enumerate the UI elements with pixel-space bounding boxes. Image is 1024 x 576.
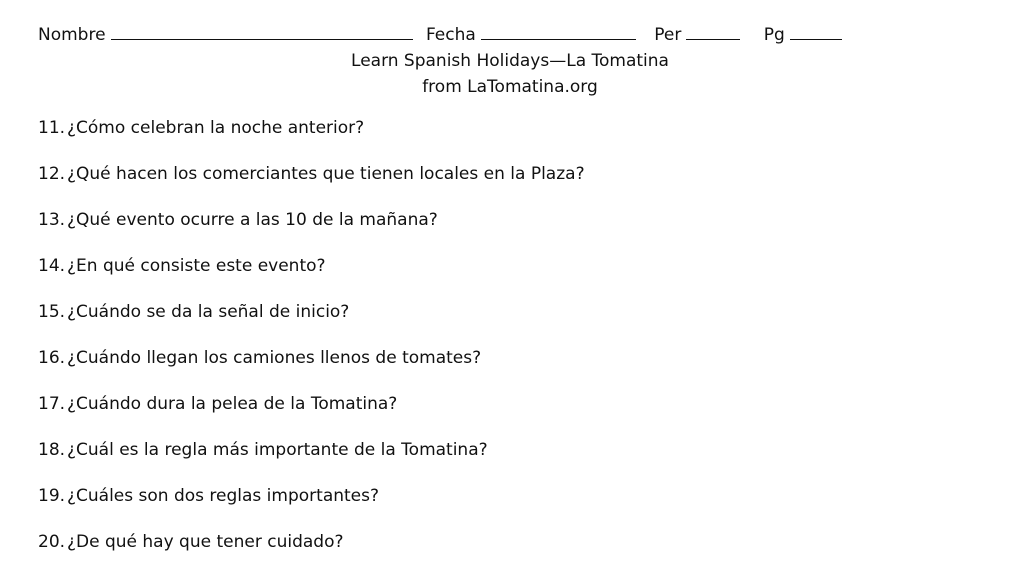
question-number: 17. xyxy=(38,394,66,414)
question-list xyxy=(38,116,585,576)
question-item xyxy=(38,254,585,300)
question-text: ¿Cuándo se da la señal de inicio? xyxy=(67,302,350,322)
question-number: 12. xyxy=(38,164,66,184)
title-line-1: Learn Spanish Holidays—La Tomatina xyxy=(351,51,669,71)
question-text: ¿Cuándo llegan los camiones llenos de tomates? xyxy=(67,348,482,368)
question-number: 13. xyxy=(38,210,66,230)
question-item xyxy=(38,530,585,576)
worksheet-title xyxy=(0,48,1020,100)
question-item xyxy=(38,116,585,162)
question-text: ¿Qué hacen los comerciantes que tienen locales en la Plaza? xyxy=(67,164,585,184)
question-item xyxy=(38,484,585,530)
question-number: 16. xyxy=(38,348,66,368)
period-label: Per xyxy=(654,25,682,45)
title-line-2: from LaTomatina.org xyxy=(422,77,598,97)
question-item xyxy=(38,208,585,254)
name-blank-line xyxy=(111,22,413,40)
page-blank-line xyxy=(790,22,842,40)
question-text: ¿Cómo celebran la noche anterior? xyxy=(67,118,365,138)
question-item xyxy=(38,438,585,484)
question-item xyxy=(38,392,585,438)
question-text: ¿Cuáles son dos reglas importantes? xyxy=(67,486,380,506)
page-label: Pg xyxy=(763,25,785,45)
question-text: ¿Cuál es la regla más importante de la Tomatina? xyxy=(67,440,488,460)
date-blank-line xyxy=(481,22,636,40)
student-info-header xyxy=(38,22,842,47)
date-label: Fecha xyxy=(425,25,476,45)
question-number: 18. xyxy=(38,440,66,460)
question-item xyxy=(38,346,585,392)
question-number: 11. xyxy=(38,118,66,138)
question-number: 14. xyxy=(38,256,66,276)
question-number: 20. xyxy=(38,532,66,552)
question-text: ¿En qué consiste este evento? xyxy=(67,256,326,276)
question-text: ¿Qué evento ocurre a las 10 de la mañana? xyxy=(67,210,438,230)
question-item xyxy=(38,162,585,208)
question-text: ¿Cuándo dura la pelea de la Tomatina? xyxy=(67,394,398,414)
name-label: Nombre xyxy=(38,25,106,45)
question-item xyxy=(38,300,585,346)
question-number: 19. xyxy=(38,486,66,506)
period-blank-line xyxy=(686,22,740,40)
question-number: 15. xyxy=(38,302,66,322)
question-text: ¿De qué hay que tener cuidado? xyxy=(67,532,344,552)
